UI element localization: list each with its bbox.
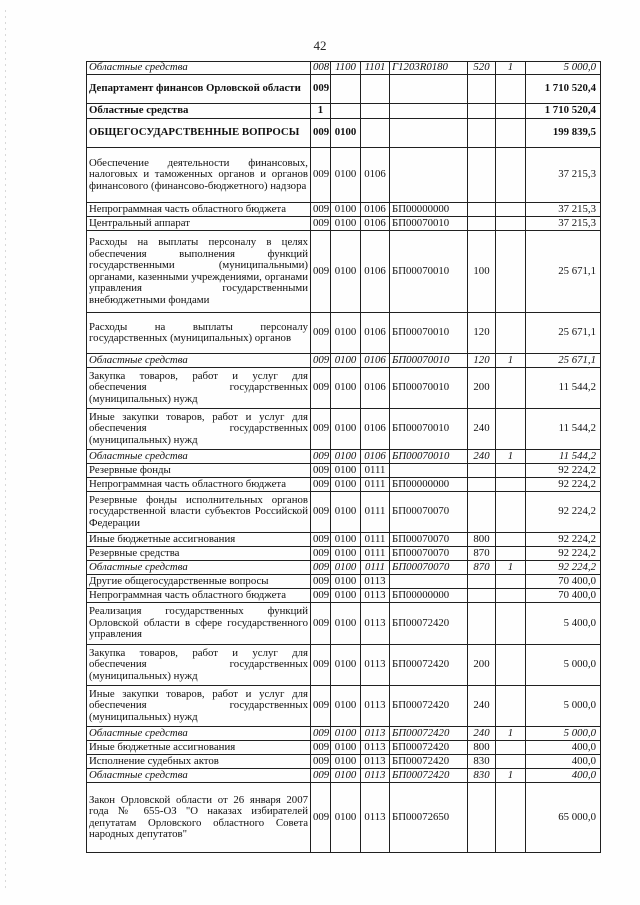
cell-section: 0100 <box>331 119 361 148</box>
cell-amount: 65 000,0 <box>526 783 601 853</box>
cell-amount: 400,0 <box>526 741 601 755</box>
cell-source <box>496 603 526 645</box>
cell-subsection: 0113 <box>361 645 390 686</box>
cell-target-article: БП00072420 <box>390 645 468 686</box>
cell-target-article <box>390 148 468 203</box>
cell-ved: 009 <box>311 203 331 217</box>
table-row <box>87 727 601 741</box>
cell-target-article: БП00072420 <box>390 769 468 783</box>
table-row <box>87 62 601 75</box>
cell-target-article <box>390 104 468 119</box>
cell-name: Областные средства <box>87 354 311 368</box>
cell-source <box>496 119 526 148</box>
cell-expense-type <box>468 203 496 217</box>
cell-name: Иные бюджетные ассигнования <box>87 741 311 755</box>
cell-target-article <box>390 464 468 478</box>
cell-ved: 009 <box>311 547 331 561</box>
cell-expense-type: 240 <box>468 727 496 741</box>
cell-source <box>496 75 526 104</box>
cell-amount: 25 671,1 <box>526 313 601 354</box>
cell-target-article: БП00070070 <box>390 533 468 547</box>
table-row <box>87 119 601 148</box>
cell-name: Областные средства <box>87 450 311 464</box>
cell-name: Областные средства <box>87 62 311 75</box>
cell-name: Реализация государственных функций Орловской области в сфере государственного управления <box>87 603 311 645</box>
cell-expense-type: 240 <box>468 450 496 464</box>
cell-ved: 009 <box>311 755 331 769</box>
cell-expense-type: 120 <box>468 313 496 354</box>
cell-expense-type <box>468 478 496 492</box>
cell-source <box>496 217 526 231</box>
cell-section: 0100 <box>331 148 361 203</box>
cell-amount: 5 000,0 <box>526 645 601 686</box>
cell-section: 0100 <box>331 313 361 354</box>
cell-expense-type: 870 <box>468 561 496 575</box>
cell-subsection: 1101 <box>361 62 390 75</box>
cell-target-article <box>390 575 468 589</box>
cell-name: Исполнение судебных актов <box>87 755 311 769</box>
cell-expense-type <box>468 589 496 603</box>
cell-subsection: 0113 <box>361 783 390 853</box>
cell-section: 0100 <box>331 589 361 603</box>
cell-subsection: 0111 <box>361 547 390 561</box>
table-row <box>87 203 601 217</box>
cell-ved: 009 <box>311 119 331 148</box>
cell-name: Департамент финансов Орловской области <box>87 75 311 104</box>
cell-section: 0100 <box>331 203 361 217</box>
cell-ved: 009 <box>311 645 331 686</box>
cell-expense-type: 200 <box>468 645 496 686</box>
cell-name: Резервные фонды <box>87 464 311 478</box>
table-row <box>87 450 601 464</box>
cell-expense-type: 100 <box>468 231 496 313</box>
cell-target-article: БП00070010 <box>390 368 468 409</box>
cell-amount: 11 544,2 <box>526 409 601 450</box>
cell-name: Непрограммная часть областного бюджета <box>87 589 311 603</box>
cell-ved: 1 <box>311 104 331 119</box>
cell-target-article: БП00000000 <box>390 203 468 217</box>
cell-section: 0100 <box>331 492 361 533</box>
cell-target-article: БП00072420 <box>390 686 468 727</box>
cell-section: 0100 <box>331 686 361 727</box>
cell-source: 1 <box>496 561 526 575</box>
cell-expense-type: 830 <box>468 769 496 783</box>
cell-ved: 009 <box>311 217 331 231</box>
cell-expense-type <box>468 603 496 645</box>
cell-target-article: БП00070010 <box>390 217 468 231</box>
cell-subsection: 0106 <box>361 409 390 450</box>
cell-subsection: 0113 <box>361 769 390 783</box>
cell-amount: 5 000,0 <box>526 62 601 75</box>
cell-amount: 199 839,5 <box>526 119 601 148</box>
cell-name: Непрограммная часть областного бюджета <box>87 203 311 217</box>
cell-ved: 009 <box>311 368 331 409</box>
cell-target-article: БП00070070 <box>390 561 468 575</box>
table-row <box>87 217 601 231</box>
table-row <box>87 231 601 313</box>
cell-expense-type: 800 <box>468 741 496 755</box>
cell-ved: 009 <box>311 464 331 478</box>
cell-name: Расходы на выплаты персоналу государственных (муниципальных) органов <box>87 313 311 354</box>
cell-source: 1 <box>496 450 526 464</box>
cell-name: Закупка товаров, работ и услуг для обеспечения государственных (муниципальных) нужд <box>87 368 311 409</box>
cell-amount: 92 224,2 <box>526 533 601 547</box>
cell-subsection: 0113 <box>361 727 390 741</box>
cell-target-article: БП00072420 <box>390 755 468 769</box>
cell-subsection: 0111 <box>361 561 390 575</box>
cell-amount: 92 224,2 <box>526 478 601 492</box>
table-row <box>87 589 601 603</box>
cell-name: Иные закупки товаров, работ и услуг для обеспечения государственных (муниципальных) нужд <box>87 409 311 450</box>
cell-expense-type: 800 <box>468 533 496 547</box>
cell-amount: 37 215,3 <box>526 148 601 203</box>
cell-subsection: 0106 <box>361 148 390 203</box>
cell-section <box>331 75 361 104</box>
table-row <box>87 686 601 727</box>
cell-expense-type <box>468 104 496 119</box>
table-row <box>87 368 601 409</box>
table-body <box>87 62 601 853</box>
table-row <box>87 533 601 547</box>
cell-subsection: 0113 <box>361 741 390 755</box>
cell-target-article: БП00000000 <box>390 589 468 603</box>
cell-section: 0100 <box>331 217 361 231</box>
cell-amount: 400,0 <box>526 769 601 783</box>
cell-source: 1 <box>496 62 526 75</box>
cell-ved: 009 <box>311 450 331 464</box>
cell-ved: 009 <box>311 478 331 492</box>
cell-subsection: 0113 <box>361 589 390 603</box>
cell-ved: 008 <box>311 62 331 75</box>
table-row <box>87 769 601 783</box>
cell-section: 0100 <box>331 603 361 645</box>
cell-expense-type <box>468 783 496 853</box>
table-row <box>87 148 601 203</box>
cell-amount: 37 215,3 <box>526 203 601 217</box>
cell-section: 0100 <box>331 409 361 450</box>
cell-source <box>496 741 526 755</box>
table-row <box>87 75 601 104</box>
cell-source: 1 <box>496 727 526 741</box>
cell-ved: 009 <box>311 589 331 603</box>
cell-ved: 009 <box>311 727 331 741</box>
cell-name: Областные средства <box>87 561 311 575</box>
cell-section: 0100 <box>331 561 361 575</box>
cell-expense-type: 520 <box>468 62 496 75</box>
cell-subsection: 0106 <box>361 217 390 231</box>
cell-source <box>496 645 526 686</box>
cell-target-article: БП00070010 <box>390 231 468 313</box>
cell-target-article: БП00070070 <box>390 492 468 533</box>
cell-amount: 92 224,2 <box>526 547 601 561</box>
cell-amount: 11 544,2 <box>526 450 601 464</box>
cell-subsection: 0113 <box>361 575 390 589</box>
cell-target-article: БП00072420 <box>390 727 468 741</box>
cell-target-article: БП00072420 <box>390 603 468 645</box>
cell-source: 1 <box>496 769 526 783</box>
cell-source <box>496 231 526 313</box>
table-row <box>87 478 601 492</box>
cell-subsection <box>361 75 390 104</box>
cell-source <box>496 533 526 547</box>
budget-table <box>86 61 601 853</box>
cell-expense-type <box>468 464 496 478</box>
cell-section: 0100 <box>331 478 361 492</box>
cell-name: Иные бюджетные ассигнования <box>87 533 311 547</box>
cell-target-article: БП00072650 <box>390 783 468 853</box>
cell-target-article: БП00070010 <box>390 450 468 464</box>
cell-section: 0100 <box>331 645 361 686</box>
cell-amount: 25 671,1 <box>526 354 601 368</box>
cell-target-article: Г1203R0180 <box>390 62 468 75</box>
cell-ved: 009 <box>311 533 331 547</box>
cell-target-article: БП00070070 <box>390 547 468 561</box>
cell-ved: 009 <box>311 561 331 575</box>
cell-section: 1100 <box>331 62 361 75</box>
cell-source <box>496 368 526 409</box>
cell-expense-type <box>468 75 496 104</box>
cell-name: Закупка товаров, работ и услуг для обеспечения государственных (муниципальных) нужд <box>87 645 311 686</box>
cell-subsection <box>361 119 390 148</box>
cell-subsection: 0106 <box>361 231 390 313</box>
cell-subsection <box>361 104 390 119</box>
table-row <box>87 783 601 853</box>
cell-source <box>496 478 526 492</box>
table-row <box>87 492 601 533</box>
cell-subsection: 0111 <box>361 464 390 478</box>
cell-subsection: 0106 <box>361 450 390 464</box>
cell-target-article <box>390 119 468 148</box>
cell-target-article <box>390 75 468 104</box>
cell-section: 0100 <box>331 533 361 547</box>
cell-source <box>496 755 526 769</box>
cell-source <box>496 589 526 603</box>
table-row <box>87 409 601 450</box>
cell-subsection: 0106 <box>361 354 390 368</box>
cell-name: Иные закупки товаров, работ и услуг для обеспечения государственных (муниципальных) нужд <box>87 686 311 727</box>
cell-ved: 009 <box>311 686 331 727</box>
cell-ved: 009 <box>311 231 331 313</box>
cell-ved: 009 <box>311 313 331 354</box>
cell-ved: 009 <box>311 75 331 104</box>
cell-name: Непрограммная часть областного бюджета <box>87 478 311 492</box>
cell-subsection: 0113 <box>361 686 390 727</box>
cell-section: 0100 <box>331 354 361 368</box>
cell-section: 0100 <box>331 755 361 769</box>
cell-section: 0100 <box>331 575 361 589</box>
cell-source <box>496 464 526 478</box>
cell-expense-type: 200 <box>468 368 496 409</box>
table-row <box>87 464 601 478</box>
cell-ved: 009 <box>311 769 331 783</box>
cell-name: Центральный аппарат <box>87 217 311 231</box>
cell-name: Резервные фонды исполнительных органов государственной власти субъектов Российской Федерации <box>87 492 311 533</box>
cell-amount: 5 000,0 <box>526 686 601 727</box>
cell-source: 1 <box>496 354 526 368</box>
cell-expense-type <box>468 575 496 589</box>
cell-source <box>496 409 526 450</box>
cell-source <box>496 783 526 853</box>
cell-target-article: БП00070010 <box>390 354 468 368</box>
table-row <box>87 575 601 589</box>
cell-name: Обеспечение деятельности финансовых, налоговых и таможенных органов и органов финансового (финансово-бюджетного) надзора <box>87 148 311 203</box>
cell-section: 0100 <box>331 547 361 561</box>
table-row <box>87 313 601 354</box>
cell-source <box>496 148 526 203</box>
cell-amount: 5 000,0 <box>526 727 601 741</box>
cell-expense-type: 240 <box>468 409 496 450</box>
cell-ved: 009 <box>311 741 331 755</box>
cell-target-article: БП00070010 <box>390 313 468 354</box>
table-row <box>87 354 601 368</box>
cell-section: 0100 <box>331 368 361 409</box>
cell-amount: 400,0 <box>526 755 601 769</box>
cell-ved: 009 <box>311 148 331 203</box>
cell-subsection: 0111 <box>361 492 390 533</box>
cell-section: 0100 <box>331 741 361 755</box>
cell-ved: 009 <box>311 575 331 589</box>
cell-ved: 009 <box>311 603 331 645</box>
cell-amount: 11 544,2 <box>526 368 601 409</box>
cell-expense-type: 120 <box>468 354 496 368</box>
cell-expense-type: 870 <box>468 547 496 561</box>
cell-subsection: 0106 <box>361 368 390 409</box>
cell-section: 0100 <box>331 450 361 464</box>
cell-amount: 25 671,1 <box>526 231 601 313</box>
cell-name: Областные средства <box>87 727 311 741</box>
cell-source <box>496 575 526 589</box>
page-number: 42 <box>313 38 327 53</box>
table-row <box>87 603 601 645</box>
cell-amount: 1 710 520,4 <box>526 75 601 104</box>
cell-source <box>496 203 526 217</box>
cell-expense-type <box>468 119 496 148</box>
cell-amount: 37 215,3 <box>526 217 601 231</box>
cell-section: 0100 <box>331 727 361 741</box>
cell-section: 0100 <box>331 231 361 313</box>
cell-amount: 92 224,2 <box>526 464 601 478</box>
cell-name: Резервные средства <box>87 547 311 561</box>
cell-target-article: БП00070010 <box>390 409 468 450</box>
cell-name: Областные средства <box>87 769 311 783</box>
cell-ved: 009 <box>311 354 331 368</box>
table-row <box>87 741 601 755</box>
cell-source <box>496 686 526 727</box>
cell-subsection: 0106 <box>361 313 390 354</box>
cell-ved: 009 <box>311 409 331 450</box>
cell-source <box>496 313 526 354</box>
cell-ved: 009 <box>311 492 331 533</box>
cell-subsection: 0113 <box>361 603 390 645</box>
cell-amount: 92 224,2 <box>526 492 601 533</box>
table-row <box>87 755 601 769</box>
cell-name: Закон Орловской области от 26 января 2007 года № 655-ОЗ "О наказах избирателей депутатам Орловского областного Совета народных депутатов" <box>87 783 311 853</box>
cell-name: Областные средства <box>87 104 311 119</box>
cell-expense-type <box>468 148 496 203</box>
cell-amount: 70 400,0 <box>526 589 601 603</box>
cell-target-article: БП00000000 <box>390 478 468 492</box>
table-row <box>87 645 601 686</box>
table-row <box>87 547 601 561</box>
cell-subsection: 0111 <box>361 478 390 492</box>
cell-source <box>496 547 526 561</box>
cell-subsection: 0106 <box>361 203 390 217</box>
cell-expense-type <box>468 217 496 231</box>
cell-amount: 92 224,2 <box>526 561 601 575</box>
table-row <box>87 104 601 119</box>
table-row <box>87 561 601 575</box>
cell-source <box>496 104 526 119</box>
cell-subsection: 0113 <box>361 755 390 769</box>
cell-section: 0100 <box>331 464 361 478</box>
cell-amount: 1 710 520,4 <box>526 104 601 119</box>
cell-expense-type <box>468 492 496 533</box>
scan-margin-mark <box>5 10 6 890</box>
cell-amount: 5 400,0 <box>526 603 601 645</box>
cell-name: Другие общегосударственные вопросы <box>87 575 311 589</box>
cell-target-article: БП00072420 <box>390 741 468 755</box>
cell-name: Расходы на выплаты персоналу в целях обеспечения выполнения функций государственными (муниципальными) органами, казенными учреждениями, органами управления государственными внебюджетными фондами <box>87 231 311 313</box>
cell-name: ОБЩЕГОСУДАРСТВЕННЫЕ ВОПРОСЫ <box>87 119 311 148</box>
cell-section: 0100 <box>331 769 361 783</box>
cell-amount: 70 400,0 <box>526 575 601 589</box>
cell-section <box>331 104 361 119</box>
cell-ved: 009 <box>311 783 331 853</box>
cell-section: 0100 <box>331 783 361 853</box>
cell-subsection: 0111 <box>361 533 390 547</box>
cell-source <box>496 492 526 533</box>
cell-expense-type: 830 <box>468 755 496 769</box>
cell-expense-type: 240 <box>468 686 496 727</box>
